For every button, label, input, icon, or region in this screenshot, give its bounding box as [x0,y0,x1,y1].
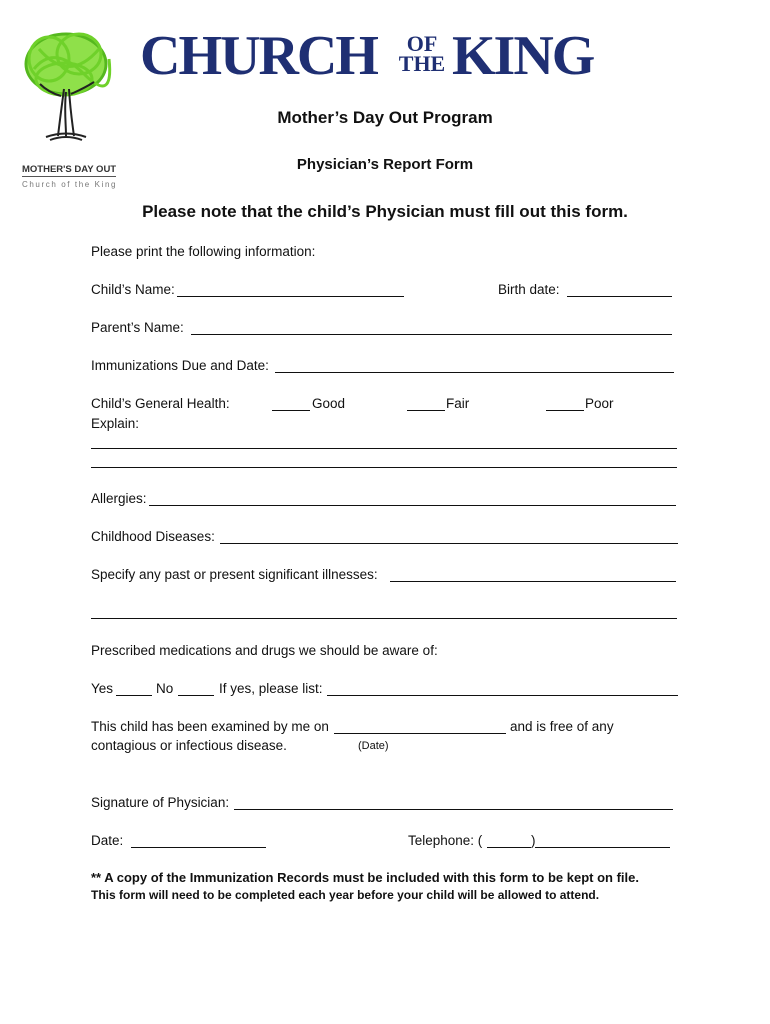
explain-line-1[interactable] [91,448,677,449]
examined-date-field[interactable] [334,733,506,734]
contagious-label: contagious or infectious disease. [91,738,287,753]
program-logo-label: MOTHER'S DAY OUT [22,164,117,175]
explain-label: Explain: [91,416,140,431]
form-title: Physician’s Report Form [296,156,474,173]
telephone-number-field[interactable] [535,847,670,848]
health-poor-blank[interactable] [546,410,584,411]
date-label: Date: [91,833,124,848]
immunizations-field[interactable] [275,372,674,373]
brand-of-the-text [392,31,452,76]
child-name-label: Child’s Name: [91,282,175,297]
illnesses-label: Specify any past or present significant illnesses: [91,567,378,582]
program-title: Mother’s Day Out Program [277,108,493,127]
parent-name-label: Parent’s Name: [91,320,184,335]
general-health-label: Child’s General Health: [91,396,230,411]
health-fair-label: Fair [446,396,470,411]
date-field[interactable] [131,847,266,848]
parent-name-field[interactable] [191,334,672,335]
illnesses-line-2[interactable] [91,618,677,619]
church-sub-label: Church of the King [22,180,118,189]
childhood-diseases-label: Childhood Diseases: [91,529,215,544]
brand-church-text: CHURCH [140,25,377,87]
birth-date-field[interactable] [567,296,672,297]
intro-text: Please print the following information: [91,244,316,259]
explain-line-2[interactable] [91,467,677,468]
health-good-label: Good [312,396,346,411]
telephone-label: Telephone: ( [408,833,483,848]
yes-blank[interactable] [116,695,152,696]
health-poor-label: Poor [585,396,614,411]
childhood-diseases-field[interactable] [220,543,678,544]
brand-king-text: KING [452,25,594,87]
health-good-blank[interactable] [272,410,310,411]
health-fair-blank[interactable] [407,410,445,411]
signature-field[interactable] [234,809,673,810]
no-label: No [156,681,174,696]
medications-label: Prescribed medications and drugs we should be aware of: [91,643,438,658]
immunizations-label: Immunizations Due and Date: [91,358,269,373]
allergies-label: Allergies: [91,491,147,506]
immunization-records-note: ** A copy of the Immunization Records must be included with this form to be kept on file. [91,870,639,885]
telephone-area-code-field[interactable] [487,847,531,848]
if-yes-label: If yes, please list: [219,681,323,696]
signature-label: Signature of Physician: [91,795,230,810]
allergies-field[interactable] [149,505,676,506]
examined-label: This child has been examined by me on [91,719,329,734]
free-of-label: and is free of any [510,719,614,734]
tree-logo-icon [14,24,124,159]
logo-divider [22,176,116,177]
brand-the: THE [398,51,446,76]
date-caption: (Date) [358,740,389,752]
medications-list-field[interactable] [327,695,678,696]
yes-label: Yes [91,681,114,696]
child-name-field[interactable] [177,296,404,297]
birth-date-label: Birth date: [498,282,560,297]
brand-of: OF [406,31,438,56]
physician-notice: Please note that the child’s Physician must fill out this form. [142,202,628,221]
illnesses-field[interactable] [390,581,676,582]
no-blank[interactable] [178,695,214,696]
telephone-close-paren: ) [531,833,536,848]
annual-completion-note: This form will need to be completed each year before your child will be allowed to attend. [91,888,600,902]
